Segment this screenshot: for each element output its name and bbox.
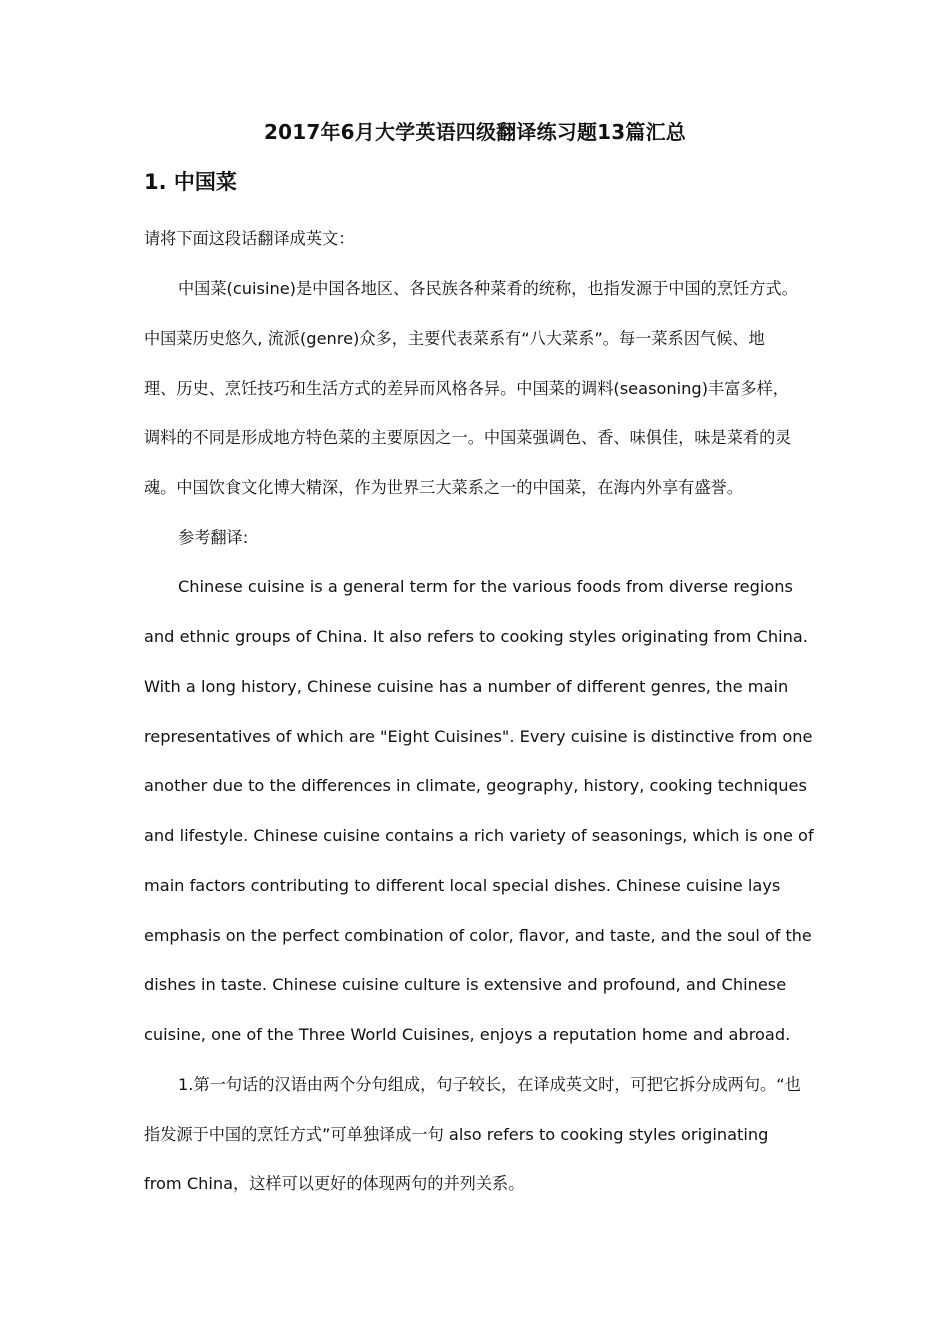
translation-line: and lifestyle. Chinese cuisine contains a rich variety of seasonings, which is one of <box>144 826 814 845</box>
source-line: 中国菜(cuisine)是中国各地区、各民族各种菜肴的统称，也指发源于中国的烹饪方式。 <box>178 279 798 298</box>
translation-line: another due to the differences in climate, geography, history, cooking techniques <box>144 776 807 795</box>
document-title: 2017年6月大学英语四级翻译练习题13篇汇总 <box>263 120 686 144</box>
translation-line: representatives of which are "Eight Cuisines". Every cuisine is distinctive from one <box>144 727 813 746</box>
instruction-text: 请将下面这段话翻译成英文： <box>144 229 355 248</box>
translation-line: dishes in taste. Chinese cuisine culture is extensive and profound, and Chinese <box>144 975 787 994</box>
translation-line: emphasis on the perfect combination of color, flavor, and taste, and the soul of the <box>144 926 812 945</box>
note-line: 1.第一句话的汉语由两个分句组成，句子较长，在译成英文时，可把它拆分成两句。“也 <box>178 1075 801 1094</box>
note-line: from China，这样可以更好的体现两句的并列关系。 <box>144 1174 525 1193</box>
translation-line: Chinese cuisine is a general term for the various foods from diverse regions <box>178 577 793 596</box>
translation-line: With a long history, Chinese cuisine has a number of different genres, the main <box>144 677 789 696</box>
reference-label: 参考翻译: <box>178 528 249 547</box>
translation-line: cuisine, one of the Three World Cuisines, enjoys a reputation home and abroad. <box>144 1025 791 1044</box>
translation-line: and ethnic groups of China. It also refers to cooking styles originating from China. <box>144 627 808 646</box>
source-line: 调料的不同是形成地方特色菜的主要原因之一。中国菜强调色、香、味俱佳，味是菜肴的灵 <box>144 428 792 447</box>
source-line: 理、历史、烹饪技巧和生活方式的差异而风格各异。中国菜的调料(seasoning)丰富多样， <box>144 379 789 398</box>
section-heading: 1. 中国菜 <box>144 170 237 194</box>
translation-line: main factors contributing to different local special dishes. Chinese cuisine lays <box>144 876 781 895</box>
note-line: 指发源于中国的烹饪方式”可单独译成一句 also refers to cooking styles originating <box>144 1125 769 1144</box>
source-line: 中国菜历史悠久, 流派(genre)众多，主要代表菜系有“八大菜系”。每一菜系因气候、地 <box>144 329 765 348</box>
source-line: 魂。中国饮食文化博大精深，作为世界三大菜系之一的中国菜，在海内外享有盛誉。 <box>144 478 743 497</box>
